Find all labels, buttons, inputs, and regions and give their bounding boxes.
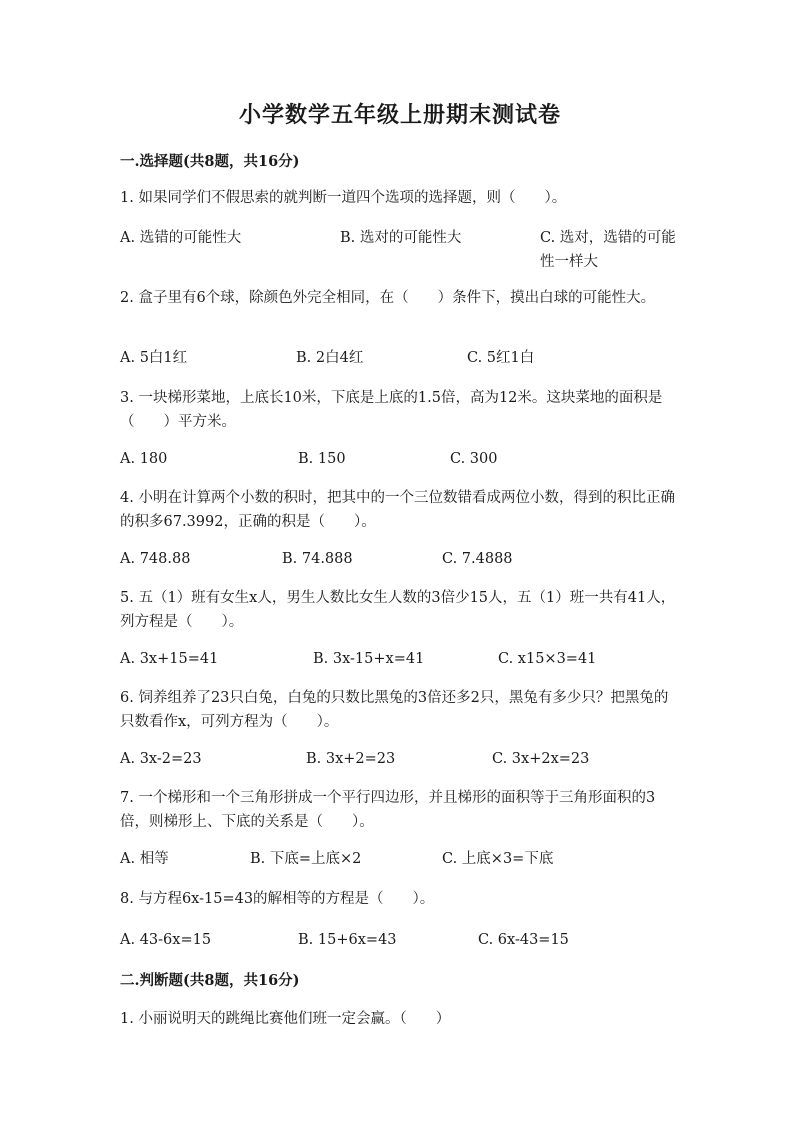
- option-a: A. 选错的可能性大: [120, 230, 242, 246]
- option-a: A. 3x+15=41: [120, 651, 219, 667]
- option-a: A. 3x-2=23: [120, 751, 202, 767]
- option-b: B. 74.888: [282, 551, 353, 567]
- option-b: B. 下底=上底×2: [250, 851, 362, 867]
- option-b: B. 2白4红: [296, 350, 364, 366]
- option-c: C. 选对，选错的可能性一样大: [540, 230, 676, 270]
- option-c: C. x15×3=41: [498, 651, 597, 667]
- option-c: C. 3x+2x=23: [492, 751, 590, 767]
- question-4: 4. 小明在计算两个小数的积时，把其中的一个三位数错看成两位小数，得到的积比正确的积多67.3992，正确的积是（ ）。: [120, 490, 675, 530]
- option-a: A. 5白1红: [120, 350, 188, 366]
- question-2: 2. 盒子里有6个球，除颜色外完全相同，在（ ）条件下，摸出白球的可能性大。: [120, 290, 656, 306]
- option-c: C. 上底×3=下底: [442, 851, 554, 867]
- question-6: 6. 饲养组养了23只白兔，白兔的只数比黑兔的3倍还多2只，黑兔有多少只？把黑兔的只数看作x，可列方程为（ ）。: [120, 690, 669, 730]
- question-8: 8. 与方程6x-15=43的解相等的方程是（ ）。: [120, 891, 435, 907]
- option-c: C. 300: [450, 451, 498, 467]
- option-b: B. 3x-15+x=41: [313, 651, 425, 667]
- option-c: C. 5红1白: [467, 350, 535, 366]
- question-5: 5. 五（1）班有女生x人，男生人数比女生人数的3倍少15人，五（1）班一共有41人，列方程是（ ）。: [120, 590, 676, 630]
- section-heading-choice: 一.选择题(共8题，共16分): [120, 153, 300, 170]
- question-7: 7. 一个梯形和一个三角形拼成一个平行四边形，并且梯形的面积等于三角形面积的3倍，则梯形上、下底的关系是（ ）。: [120, 790, 656, 830]
- option-a: A. 相等: [120, 851, 169, 867]
- question-1: 1. 如果同学们不假思索的就判断一道四个选项的选择题，则（ ）。: [120, 190, 567, 206]
- option-b: B. 150: [298, 451, 346, 467]
- option-b: B. 3x+2=23: [306, 751, 396, 767]
- tf-question-1: 1. 小丽说明天的跳绳比赛他们班一定会赢。（ ）: [120, 1011, 451, 1027]
- option-a: A. 180: [120, 451, 168, 467]
- option-c: C. 7.4888: [442, 551, 513, 567]
- option-c: C. 6x-43=15: [478, 932, 569, 948]
- option-a: A. 43-6x=15: [120, 932, 212, 948]
- option-a: A. 748.88: [120, 551, 191, 567]
- section-heading-true-false: 二.判断题(共8题，共16分): [120, 972, 300, 989]
- option-b: B. 选对的可能性大: [340, 230, 462, 246]
- question-3: 3. 一块梯形菜地，上底长10米，下底是上底的1.5倍，高为12米。这块菜地的面积是（ ）平方米。: [120, 390, 663, 430]
- page-title: 小学数学五年级上册期末测试卷: [238, 102, 561, 128]
- option-b: B. 15+6x=43: [298, 932, 397, 948]
